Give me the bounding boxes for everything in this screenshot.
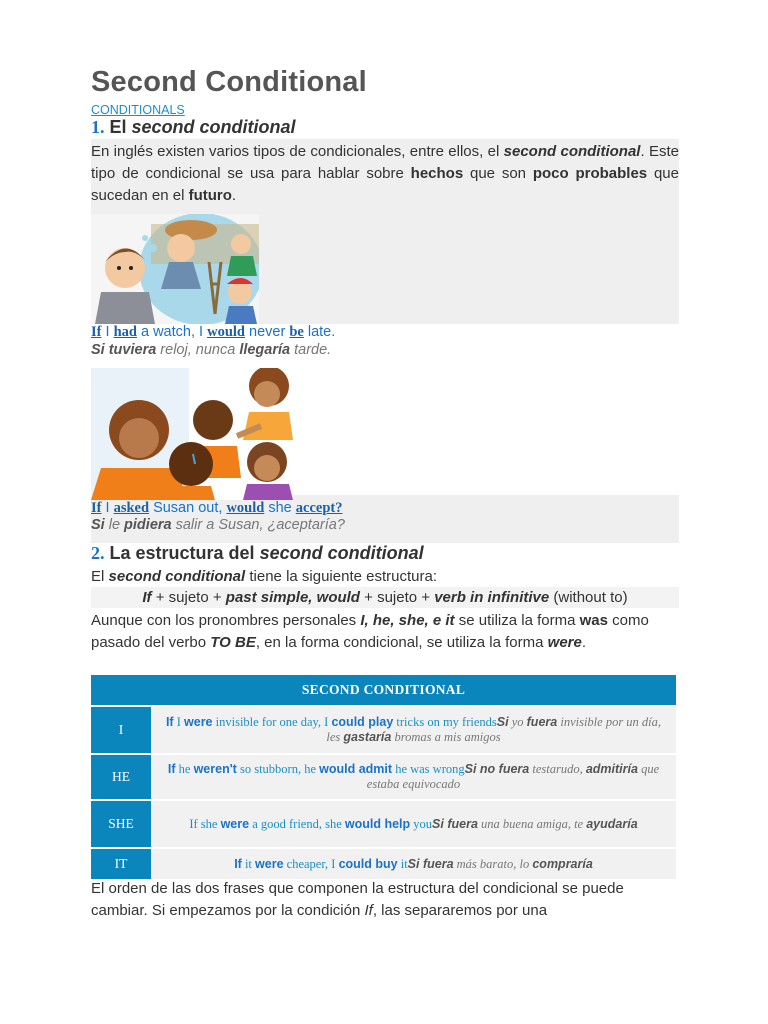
example-cell xyxy=(151,849,676,879)
spanish-fragment: yo xyxy=(508,715,527,729)
english-fragment: could play xyxy=(331,715,394,729)
spanish-fragment: invisible por un día, les xyxy=(326,715,662,744)
english-fragment: a good friend, she xyxy=(249,816,345,831)
english-fragment: weren't xyxy=(193,762,237,776)
english-fragment: he was wrong xyxy=(392,762,465,776)
heading-text: La estructura del xyxy=(109,543,260,563)
second-conditional-table xyxy=(91,673,676,881)
english-fragment: tricks on my friends xyxy=(393,715,497,729)
illustration-kids-asking xyxy=(91,368,293,500)
english-fragment: he xyxy=(175,762,194,776)
spanish-fragment: compraría xyxy=(532,856,593,871)
english-fragment: If xyxy=(165,715,174,729)
table-row xyxy=(91,849,676,879)
spanish-fragment: admitiría xyxy=(585,762,638,776)
spanish-translation xyxy=(408,857,593,871)
structure-formula: If + sujeto + past simple, would + sujeto + verb in infinitive (without to) xyxy=(91,587,679,608)
heading-text: El xyxy=(109,117,132,137)
spanish-fragment: una buena amiga, te xyxy=(477,816,587,831)
spanish-fragment: más barato, lo xyxy=(453,856,533,871)
section-number: 2. xyxy=(91,543,105,563)
were-note: Aunque con los pronombres personales I, he, she, e it se utiliza la forma was como pasado del verbo TO BE, en la forma condicional, se utiliza la forma were. xyxy=(91,612,649,651)
spanish-fragment: bromas a mis amigos xyxy=(391,730,501,744)
table-row xyxy=(91,755,676,799)
pronoun-cell: I xyxy=(91,707,151,753)
section-2-heading xyxy=(91,543,424,564)
example-cell xyxy=(151,707,676,753)
pronoun-cell: IT xyxy=(91,849,151,879)
english-fragment: it xyxy=(241,856,256,871)
english-fragment: If she xyxy=(189,816,221,831)
english-fragment: would help xyxy=(344,816,411,831)
spanish-fragment: que estaba equivocado xyxy=(366,762,660,791)
english-fragment: you xyxy=(410,816,433,831)
english-fragment: so stubborn, he xyxy=(236,762,320,776)
table-header: SECOND CONDITIONAL xyxy=(91,675,676,705)
heading-italic: second conditional xyxy=(131,117,296,137)
spanish-fragment: gastaría xyxy=(343,730,392,744)
spanish-fragment: ayudaría xyxy=(586,816,638,831)
heading-italic: second conditional xyxy=(259,543,424,563)
english-fragment: were xyxy=(220,816,250,831)
breadcrumb-link[interactable]: CONDITIONALS xyxy=(91,103,185,117)
english-fragment: could buy xyxy=(338,856,398,871)
spanish-fragment: Si fuera xyxy=(432,816,478,831)
intro-paragraph: En inglés existen varios tipos de condicionales, entre ellos, el second conditional. Este tipo de condicional se usa para hablar sobre hechos que son poco probables que sucedan en el futuro. xyxy=(91,143,679,204)
example-1-english: If I had a watch, I would never be late. xyxy=(91,324,336,340)
spanish-translation xyxy=(432,817,638,831)
spanish-fragment: Si no fuera xyxy=(464,762,530,776)
section-number: 1. xyxy=(91,117,105,137)
pronoun-cell: HE xyxy=(91,755,151,799)
english-fragment: invisible for one day, I xyxy=(212,715,332,729)
table-row xyxy=(91,707,676,753)
illustration-boy-thinking xyxy=(91,214,259,324)
spanish-fragment: Si xyxy=(496,715,509,729)
example-cell xyxy=(151,801,676,847)
page-title: Second Conditional xyxy=(91,66,367,98)
spanish-fragment: testarudo, xyxy=(529,762,586,776)
english-fragment: If xyxy=(167,762,176,776)
english-fragment: cheaper, I xyxy=(283,856,339,871)
english-fragment: If xyxy=(234,856,242,871)
section-1-heading xyxy=(91,117,296,138)
example-2-english: If I asked Susan out, would she accept? xyxy=(91,500,343,516)
pronoun-cell: SHE xyxy=(91,801,151,847)
spanish-fragment: fuera xyxy=(526,715,558,729)
example-2-spanish: Si le pidiera salir a Susan, ¿aceptaría? xyxy=(91,517,345,533)
english-fragment: would admit xyxy=(319,762,393,776)
table-row xyxy=(91,801,676,847)
spanish-fragment: Si fuera xyxy=(407,856,454,871)
english-fragment: were xyxy=(184,715,213,729)
example-1-spanish: Si tuviera reloj, nunca llegaría tarde. xyxy=(91,342,332,358)
structure-intro: El second conditional tiene la siguiente estructura: xyxy=(91,568,437,585)
english-fragment: I xyxy=(173,715,185,729)
english-fragment: were xyxy=(255,856,284,871)
closing-paragraph: El orden de las dos frases que componen la estructura del condicional se puede cambiar. Si empezamos por la condición If, las separaremos por una xyxy=(91,880,624,919)
example-cell xyxy=(151,755,676,799)
english-fragment: it xyxy=(397,856,408,871)
